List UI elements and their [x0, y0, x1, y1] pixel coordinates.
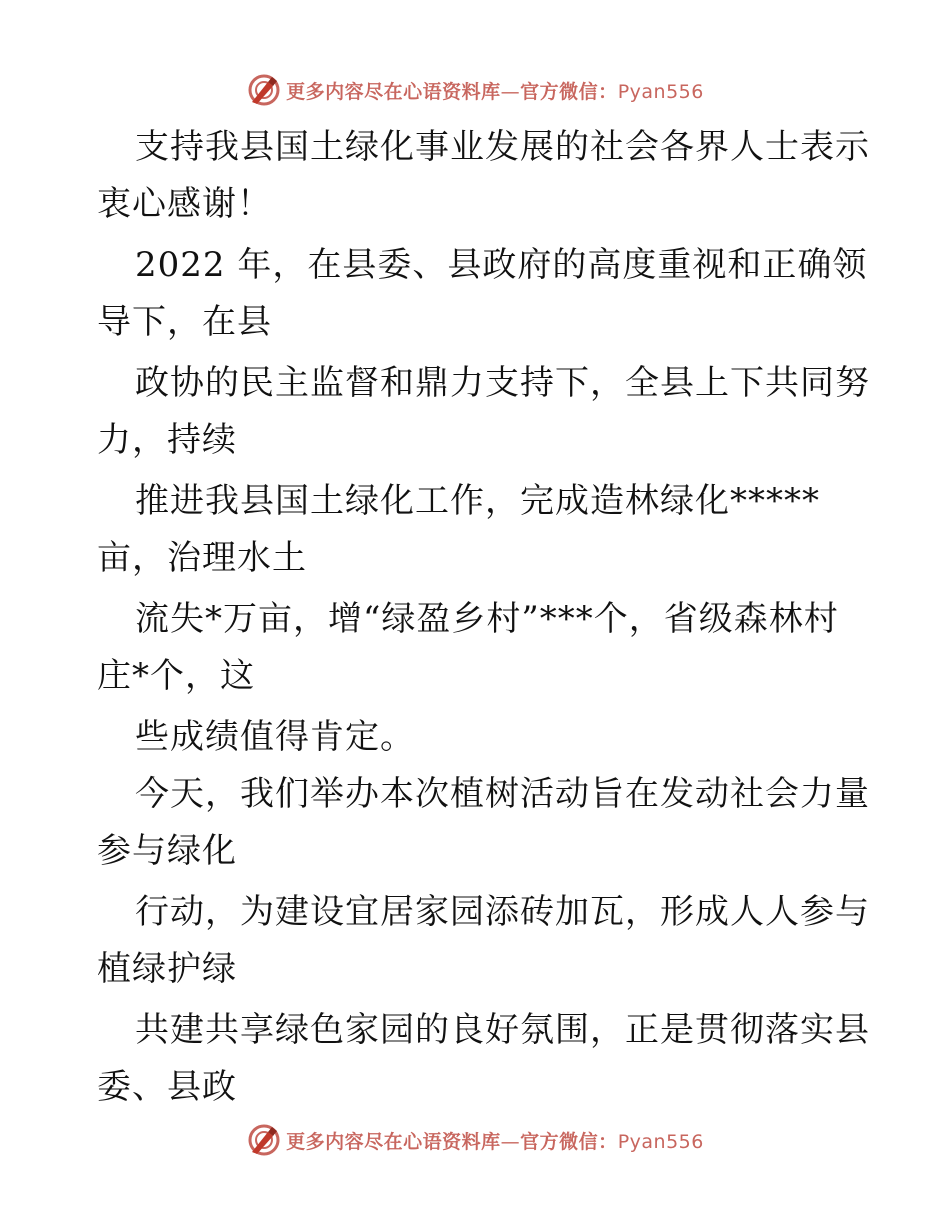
text-line: 推进我县国土绿化工作，完成造林绿化***** [135, 481, 820, 521]
text-line: 导下，在县 [97, 302, 272, 342]
watermark-main-text: 更多内容尽在心语资料库 [286, 1130, 501, 1153]
text-line: 参与绿化 [97, 831, 237, 871]
text-line: 行动，为建设宜居家园添砖加瓦，形成人人参与 [135, 892, 870, 932]
text-line: 流失*万亩，增“绿盈乡村”***个，省级森林村 [135, 599, 839, 639]
text-line: 政协的民主监督和鼎力支持下，全县上下共同努 [135, 363, 870, 403]
watermark-separator: — [500, 80, 521, 103]
pen-logo-icon [246, 72, 282, 108]
watermark-main-text: 更多内容尽在心语资料库 [286, 80, 501, 103]
text-line: 委、县政 [97, 1067, 237, 1107]
text-line: 2022 年，在县委、县政府的高度重视和正确领 [135, 245, 868, 285]
header-watermark [0, 70, 950, 110]
text-line: 共建共享绿色家园的良好氛围，正是贯彻落实县 [135, 1010, 870, 1050]
footer-watermark [0, 1120, 950, 1160]
text-line: 庄*个，这 [97, 656, 255, 696]
watermark-official-label: 官方微信： [520, 80, 618, 103]
text-line: 植绿护绿 [97, 949, 237, 989]
watermark-wechat-id: Pyan556 [617, 80, 704, 103]
watermark-official-label: 官方微信： [520, 1130, 618, 1153]
text-line: 些成绩值得肯定。 [135, 717, 415, 757]
text-line: 力，持续 [97, 420, 237, 460]
pen-logo-icon [246, 1122, 282, 1158]
text-line: 今天，我们举办本次植树活动旨在发动社会力量 [135, 774, 870, 814]
text-line: 衷心感谢！ [97, 184, 272, 224]
watermark-wechat-id: Pyan556 [617, 1130, 704, 1153]
text-line: 支持我县国土绿化事业发展的社会各界人士表示 [135, 127, 870, 167]
text-line: 亩，治理水土 [97, 538, 307, 578]
watermark-separator: — [500, 1130, 521, 1153]
